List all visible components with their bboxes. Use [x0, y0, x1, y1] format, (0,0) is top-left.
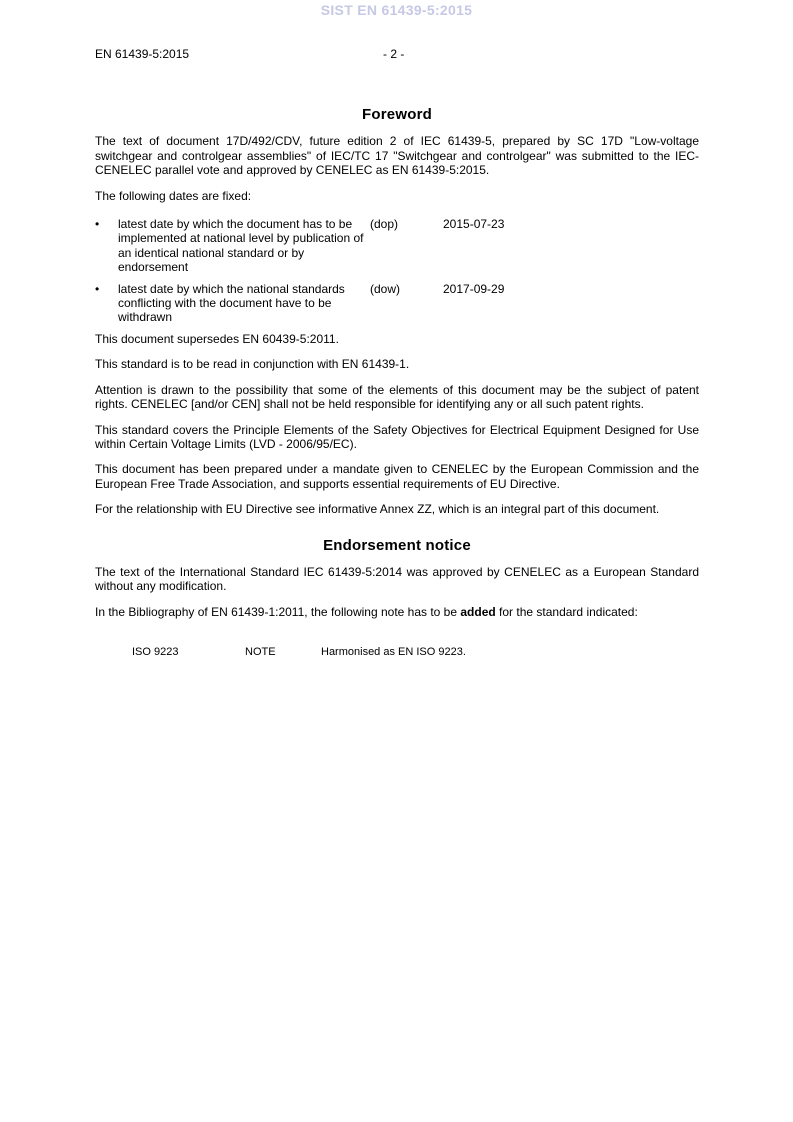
note-text: Harmonised as EN ISO 9223.: [321, 646, 466, 659]
bibliography-text-end: for the standard indicated:: [495, 604, 638, 619]
note-label: NOTE: [245, 646, 276, 659]
date-value: 2017-09-29: [443, 281, 505, 296]
date-code: (dop): [370, 217, 399, 232]
header-doc-id: EN 61439-5:2015: [95, 47, 190, 61]
page-number: - 2 -: [383, 47, 405, 61]
bibliography-paragraph: [95, 605, 699, 619]
bibliography-note: [95, 645, 699, 659]
date-code: (dow): [370, 281, 401, 296]
lvd-paragraph: This standard covers the Principle Elements of the Safety Objectives for Electrical Equipment Designed for Use within Certain Voltage Limits (LVD - 2006/95/EC).: [95, 422, 699, 451]
bullet: •: [95, 281, 100, 296]
date-value: 2015-07-23: [443, 217, 505, 232]
endorsement-paragraph: The text of the International Standard IEC 61439-5:2014 was approved by CENELEC as a European Standard without any modification.: [95, 564, 699, 594]
date-item-dop: [95, 217, 699, 275]
watermark: SIST EN 61439-5:2015: [320, 2, 473, 18]
mandate-paragraph: This document has been prepared under a mandate given to CENELEC by the European Commission and the European Free Trade Association, and supports essential requirements of EU Directive.: [95, 462, 699, 491]
date-description: latest date by which the national standards conflicting with the document have to be withdrawn: [118, 281, 345, 325]
patent-paragraph: Attention is drawn to the possibility that some of the elements of this document may be the subject of patent rights. CENELEC [and/or CEN] shall not be held responsible for identifying any or all such patent rights.: [95, 382, 699, 412]
bullet: •: [95, 217, 100, 232]
foreword-intro: The text of document 17D/492/CDV, future edition 2 of IEC 61439-5, prepared by SC 17D "Low-voltage switchgear and controlgear assemblies" of IEC/TC 17 "Switchgear and controlgear" was submitted to the IEC-CENELEC parallel vote and approved by CENELEC as EN 61439-5:2015.: [95, 134, 699, 178]
date-item-dow: [95, 282, 699, 325]
supersedes-paragraph: This document supersedes EN 60439-5:2011.: [95, 331, 339, 346]
foreword-title: Foreword: [362, 106, 432, 123]
bibliography-bold-added: added: [460, 604, 496, 619]
endorsement-title: Endorsement notice: [323, 536, 471, 554]
dates-intro: The following dates are fixed:: [95, 188, 252, 203]
conjunction-paragraph: This standard is to be read in conjunction with EN 61439-1.: [95, 357, 410, 372]
date-description: latest date by which the document has to be implemented at national level by publication of an identical national standard or by endorsement: [118, 217, 364, 275]
annex-paragraph: For the relationship with EU Directive see informative Annex ZZ, which is an integral part of this document.: [95, 502, 660, 517]
bibliography-text: In the Bibliography of EN 61439-1:2011, the following note has to be: [95, 604, 461, 619]
page-content: [95, 108, 699, 660]
note-standard: ISO 9223: [132, 646, 179, 659]
dates-list: [95, 217, 699, 325]
